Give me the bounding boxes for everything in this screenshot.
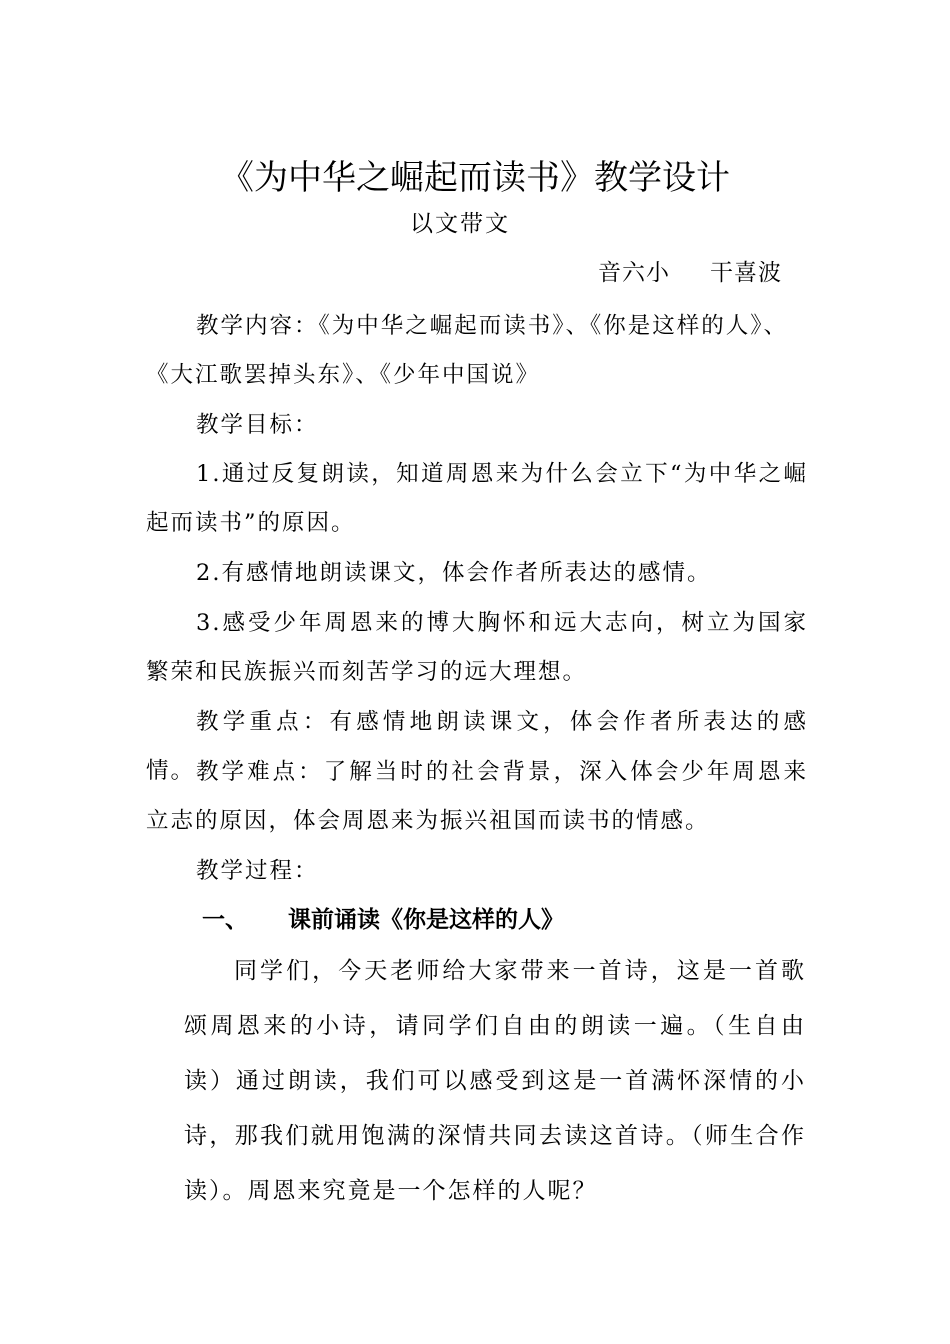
section-1-title: 课前诵读《你是这样的人》 (288, 907, 564, 933)
teaching-process-label: 教学过程： (196, 858, 319, 884)
teaching-goal-3: 3.感受少年周恩来的博大胸怀和远大志向，树立为国家繁荣和民族振兴而刻苦学习的远大理想。 (146, 610, 808, 685)
teaching-content-line1: 教学内容：《为中华之崛起而读书》、《你是这样的人》、 (196, 313, 789, 339)
teaching-goal-1: 1.通过反复朗读，知道周恩来为什么会立下“为中华之崛起而读书”的原因。 (146, 461, 808, 536)
author-school: 音六小 (598, 260, 670, 286)
teaching-key-point: 教学重点：有感情地朗读课文，体会作者所表达的感情。 (146, 709, 808, 784)
document-subtitle: 以文带文 (410, 211, 510, 237)
teaching-content-cont (146, 351, 808, 400)
section-1-number: 一、 (202, 907, 248, 933)
teaching-content (146, 302, 808, 351)
section-1-body: 同学们，今天老师给大家带来一首诗，这是一首歌颂周恩来的小诗，请同学们自由的朗读一遍。（生自由读）通过朗读，我们可以感受到这是一首满怀深情的小诗，那我们就用饱满的深情共同去读这首诗。（师生合作读）。周恩来究竟是一个怎样的人呢？ (184, 958, 806, 1204)
author-line (598, 255, 782, 291)
teaching-goal-2: 2.有感情地朗读课文，体会作者所表达的感情。 (196, 560, 712, 586)
section-1-heading (202, 898, 564, 942)
author-name: 干喜波 (710, 260, 782, 286)
document-title: 《为中华之崛起而读书》教学设计 (220, 158, 730, 198)
teaching-difficulty: 教学难点：了解当时的社会背景，深入体会少年周恩来立志的原因，体会周恩来为振兴祖国而读书的情感。 (146, 759, 808, 834)
teaching-goals-label: 教学目标： (196, 412, 319, 438)
teaching-content-line2: 《大江歌罢掉头东》、《少年中国说》 (146, 362, 541, 388)
